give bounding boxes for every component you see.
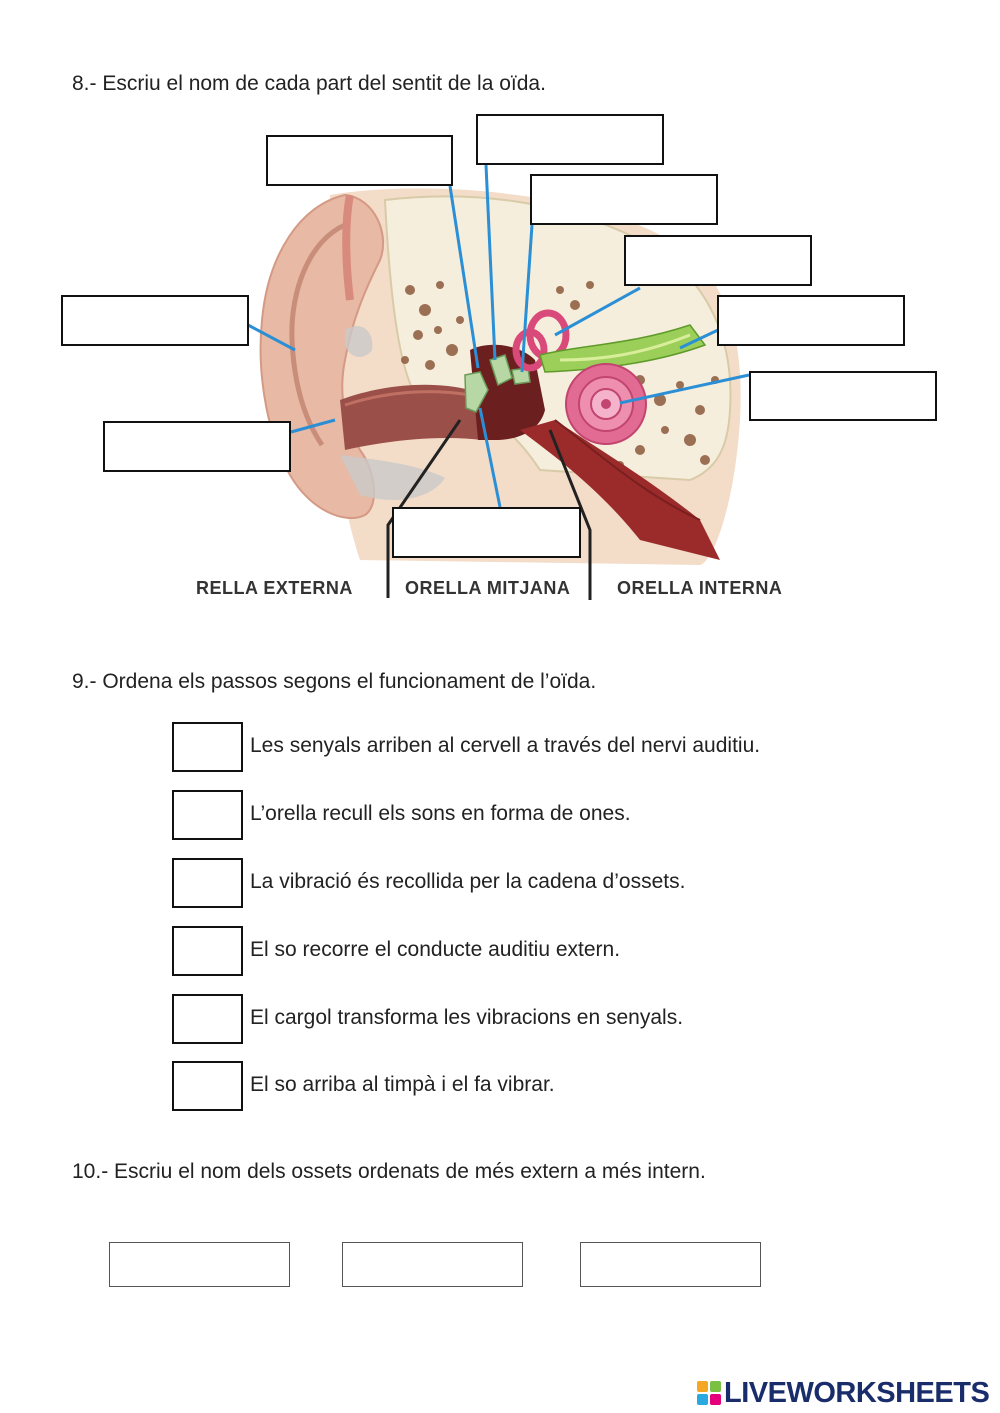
order-item-text: El so recorre el conducte auditiu extern.: [250, 938, 621, 961]
logo-square-orange: [697, 1381, 708, 1392]
answer-box-2[interactable]: [476, 114, 664, 165]
cochlea: [566, 364, 646, 444]
logo-square-blue: [697, 1394, 708, 1405]
order-item-text: El so arriba al timpà i el fa vibrar.: [250, 1073, 555, 1096]
answer-box-6[interactable]: [717, 295, 905, 346]
ossicle-input-2[interactable]: [342, 1242, 523, 1287]
question-8-title: 8.- Escriu el nom de cada part del sentit de la oïda.: [72, 72, 546, 95]
ossicle-input-3[interactable]: [580, 1242, 761, 1287]
order-item-text: L’orella recull els sons en forma de ones.: [250, 802, 631, 825]
order-number-input[interactable]: [172, 994, 243, 1044]
liveworksheets-brand: [697, 1376, 989, 1410]
answer-box-7[interactable]: [749, 371, 937, 421]
question-9-title: 9.- Ordena els passos segons el funcionament de l’oïda.: [72, 670, 597, 693]
answer-box-8[interactable]: [103, 421, 291, 472]
answer-box-1[interactable]: [266, 135, 453, 186]
order-item-text: El cargol transforma les vibracions en senyals.: [250, 1006, 684, 1029]
region-label-outer: RELLA EXTERNA: [196, 578, 353, 598]
logo-square-green: [710, 1381, 721, 1392]
answer-box-9[interactable]: [392, 507, 581, 558]
brand-name: LIVEWORKSHEETS: [724, 1376, 990, 1409]
answer-box-5[interactable]: [61, 295, 249, 346]
order-number-input[interactable]: [172, 926, 243, 976]
liveworksheets-logo-icon: [697, 1381, 721, 1405]
answer-box-3[interactable]: [530, 174, 718, 225]
order-item-text: La vibració és recollida per la cadena d’ossets.: [250, 870, 686, 893]
answer-box-4[interactable]: [624, 235, 812, 286]
order-number-input[interactable]: [172, 858, 243, 908]
order-number-input[interactable]: [172, 1061, 243, 1111]
region-label-middle: ORELLA MITJANA: [405, 578, 571, 598]
question-10-title: 10.- Escriu el nom dels ossets ordenats de més extern a més intern.: [72, 1160, 706, 1183]
ossicle-input-1[interactable]: [109, 1242, 290, 1287]
region-label-inner: ORELLA INTERNA: [617, 578, 783, 598]
order-item-text: Les senyals arriben al cervell a través del nervi auditiu.: [250, 734, 761, 757]
logo-square-pink: [710, 1394, 721, 1405]
order-number-input[interactable]: [172, 790, 243, 840]
order-number-input[interactable]: [172, 722, 243, 772]
